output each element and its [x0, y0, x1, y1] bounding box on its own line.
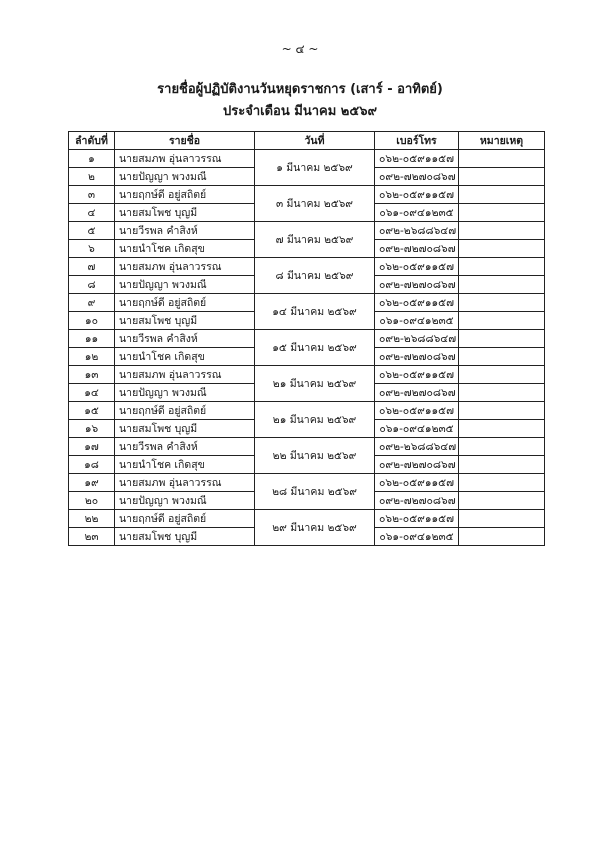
row-phone: ๐๙๒-๗๒๗๐๘๖๗ [375, 348, 459, 366]
row-phone: ๐๖๑-๐๙๔๑๒๓๕ [375, 204, 459, 222]
row-phone: ๐๖๒-๐๕๙๑๑๕๗ [375, 474, 459, 492]
row-note [459, 438, 545, 456]
row-no: ๑๐ [69, 312, 115, 330]
row-no: ๒๐ [69, 492, 115, 510]
row-phone: ๐๖๑-๐๙๔๑๒๓๕ [375, 420, 459, 438]
page-number: ~ ๔ ~ [281, 42, 319, 56]
row-phone: ๐๖๑-๐๙๔๑๒๓๕ [375, 528, 459, 546]
row-no: ๗ [69, 258, 115, 276]
row-no: ๑๑ [69, 330, 115, 348]
row-name: นายฤกษ์ดี อยู่สถิตย์ [115, 402, 255, 420]
row-phone: ๐๖๒-๐๕๙๑๑๕๗ [375, 402, 459, 420]
table-row [69, 510, 545, 528]
row-no: ๑๗ [69, 438, 115, 456]
header-phone: เบอร์โทร [375, 132, 459, 150]
row-note [459, 294, 545, 312]
row-note [459, 330, 545, 348]
row-date: ๑ มีนาคม ๒๕๖๙ [255, 150, 375, 186]
row-note [459, 276, 545, 294]
document-subtitle: ประจำเดือน มีนาคม ๒๕๖๙ [223, 104, 377, 119]
row-no: ๑๔ [69, 384, 115, 402]
row-no: ๖ [69, 240, 115, 258]
row-phone: ๐๙๒-๗๒๗๐๘๖๗ [375, 492, 459, 510]
header-date: วันที่ [255, 132, 375, 150]
row-date: ๑๕ มีนาคม ๒๕๖๙ [255, 330, 375, 366]
row-name: นายปัญญา พวงมณี [115, 384, 255, 402]
header-name: รายชื่อ [115, 132, 255, 150]
row-note [459, 366, 545, 384]
row-date: ๒๑ มีนาคม ๒๕๖๙ [255, 402, 375, 438]
table-row [69, 474, 545, 492]
row-no: ๒ [69, 168, 115, 186]
row-no: ๑๕ [69, 402, 115, 420]
row-name: นายฤกษ์ดี อยู่สถิตย์ [115, 186, 255, 204]
row-date: ๗ มีนาคม ๒๕๖๙ [255, 222, 375, 258]
row-name: นายสมโพช บุญมี [115, 420, 255, 438]
row-phone: ๐๙๒-๒๖๘๘๖๔๗ [375, 222, 459, 240]
row-phone: ๐๙๒-๒๖๘๘๖๔๗ [375, 330, 459, 348]
document-title: รายชื่อผู้ปฏิบัติงานวันหยุดราชการ (เสาร์ - อาทิตย์) [157, 82, 443, 97]
row-name: นายปัญญา พวงมณี [115, 168, 255, 186]
row-no: ๒๒ [69, 510, 115, 528]
row-name: นายปัญญา พวงมณี [115, 276, 255, 294]
row-note [459, 402, 545, 420]
row-note [459, 168, 545, 186]
row-phone: ๐๙๒-๒๖๘๘๖๔๗ [375, 438, 459, 456]
row-note [459, 492, 545, 510]
row-no: ๑๒ [69, 348, 115, 366]
row-phone: ๐๖๑-๐๙๔๑๒๓๕ [375, 312, 459, 330]
row-no: ๕ [69, 222, 115, 240]
row-name: นายสมภพ อุ่นลาวรรณ [115, 258, 255, 276]
row-name: นายนำโชค เกิดสุข [115, 456, 255, 474]
row-phone: ๐๖๒-๐๕๙๑๑๕๗ [375, 186, 459, 204]
row-date: ๓ มีนาคม ๒๕๖๙ [255, 186, 375, 222]
table-row [69, 366, 545, 384]
row-note [459, 186, 545, 204]
row-date: ๒๙ มีนาคม ๒๕๖๙ [255, 510, 375, 546]
row-phone: ๐๖๒-๐๕๙๑๑๕๗ [375, 258, 459, 276]
duty-roster-table [68, 131, 545, 546]
row-date: ๑๔ มีนาคม ๒๕๖๙ [255, 294, 375, 330]
header-no: ลำดับที่ [69, 132, 115, 150]
row-no: ๑๘ [69, 456, 115, 474]
row-note [459, 204, 545, 222]
table-row [69, 222, 545, 240]
row-name: นายสมโพช บุญมี [115, 528, 255, 546]
row-date: ๘ มีนาคม ๒๕๖๙ [255, 258, 375, 294]
row-name: นายสมภพ อุ่นลาวรรณ [115, 474, 255, 492]
row-phone: ๐๙๒-๗๒๗๐๘๖๗ [375, 168, 459, 186]
row-phone: ๐๙๒-๗๒๗๐๘๖๗ [375, 456, 459, 474]
row-phone: ๐๖๒-๐๕๙๑๑๕๗ [375, 294, 459, 312]
row-note [459, 150, 545, 168]
row-note [459, 474, 545, 492]
row-name: นายสมโพช บุญมี [115, 204, 255, 222]
table-row [69, 402, 545, 420]
row-name: นายวีรพล คำสิงห์ [115, 438, 255, 456]
row-name: นายนำโชค เกิดสุข [115, 240, 255, 258]
table-row [69, 258, 545, 276]
row-date: ๒๑ มีนาคม ๒๕๖๙ [255, 366, 375, 402]
table-header-row [69, 132, 545, 150]
row-phone: ๐๖๒-๐๕๙๑๑๕๗ [375, 366, 459, 384]
table-row [69, 294, 545, 312]
row-phone: ๐๙๒-๗๒๗๐๘๖๗ [375, 240, 459, 258]
row-no: ๑๖ [69, 420, 115, 438]
row-no: ๑๙ [69, 474, 115, 492]
row-note [459, 258, 545, 276]
row-name: นายสมโพช บุญมี [115, 312, 255, 330]
row-note [459, 384, 545, 402]
row-name: นายวีรพล คำสิงห์ [115, 330, 255, 348]
row-name: นายปัญญา พวงมณี [115, 492, 255, 510]
row-note [459, 510, 545, 528]
row-phone: ๐๖๒-๐๕๙๑๑๕๗ [375, 150, 459, 168]
row-note [459, 312, 545, 330]
row-name: นายวีรพล คำสิงห์ [115, 222, 255, 240]
row-note [459, 222, 545, 240]
row-date: ๒๘ มีนาคม ๒๕๖๙ [255, 474, 375, 510]
header-note: หมายเหตุ [459, 132, 545, 150]
row-no: ๘ [69, 276, 115, 294]
row-no: ๑๓ [69, 366, 115, 384]
table-row [69, 438, 545, 456]
row-name: นายฤกษ์ดี อยู่สถิตย์ [115, 294, 255, 312]
row-name: นายสมภพ อุ่นลาวรรณ [115, 366, 255, 384]
row-phone: ๐๙๒-๗๒๗๐๘๖๗ [375, 384, 459, 402]
table-row [69, 330, 545, 348]
row-no: ๓ [69, 186, 115, 204]
row-note [459, 240, 545, 258]
row-note [459, 420, 545, 438]
row-note [459, 528, 545, 546]
row-name: นายฤกษ์ดี อยู่สถิตย์ [115, 510, 255, 528]
row-no: ๒๓ [69, 528, 115, 546]
table-row [69, 186, 545, 204]
table-row [69, 150, 545, 168]
row-phone: ๐๖๒-๐๕๙๑๑๕๗ [375, 510, 459, 528]
row-name: นายนำโชค เกิดสุข [115, 348, 255, 366]
row-no: ๙ [69, 294, 115, 312]
row-note [459, 348, 545, 366]
row-date: ๒๒ มีนาคม ๒๕๖๙ [255, 438, 375, 474]
row-note [459, 456, 545, 474]
row-no: ๔ [69, 204, 115, 222]
row-phone: ๐๙๒-๗๒๗๐๘๖๗ [375, 276, 459, 294]
row-name: นายสมภพ อุ่นลาวรรณ [115, 150, 255, 168]
row-no: ๑ [69, 150, 115, 168]
